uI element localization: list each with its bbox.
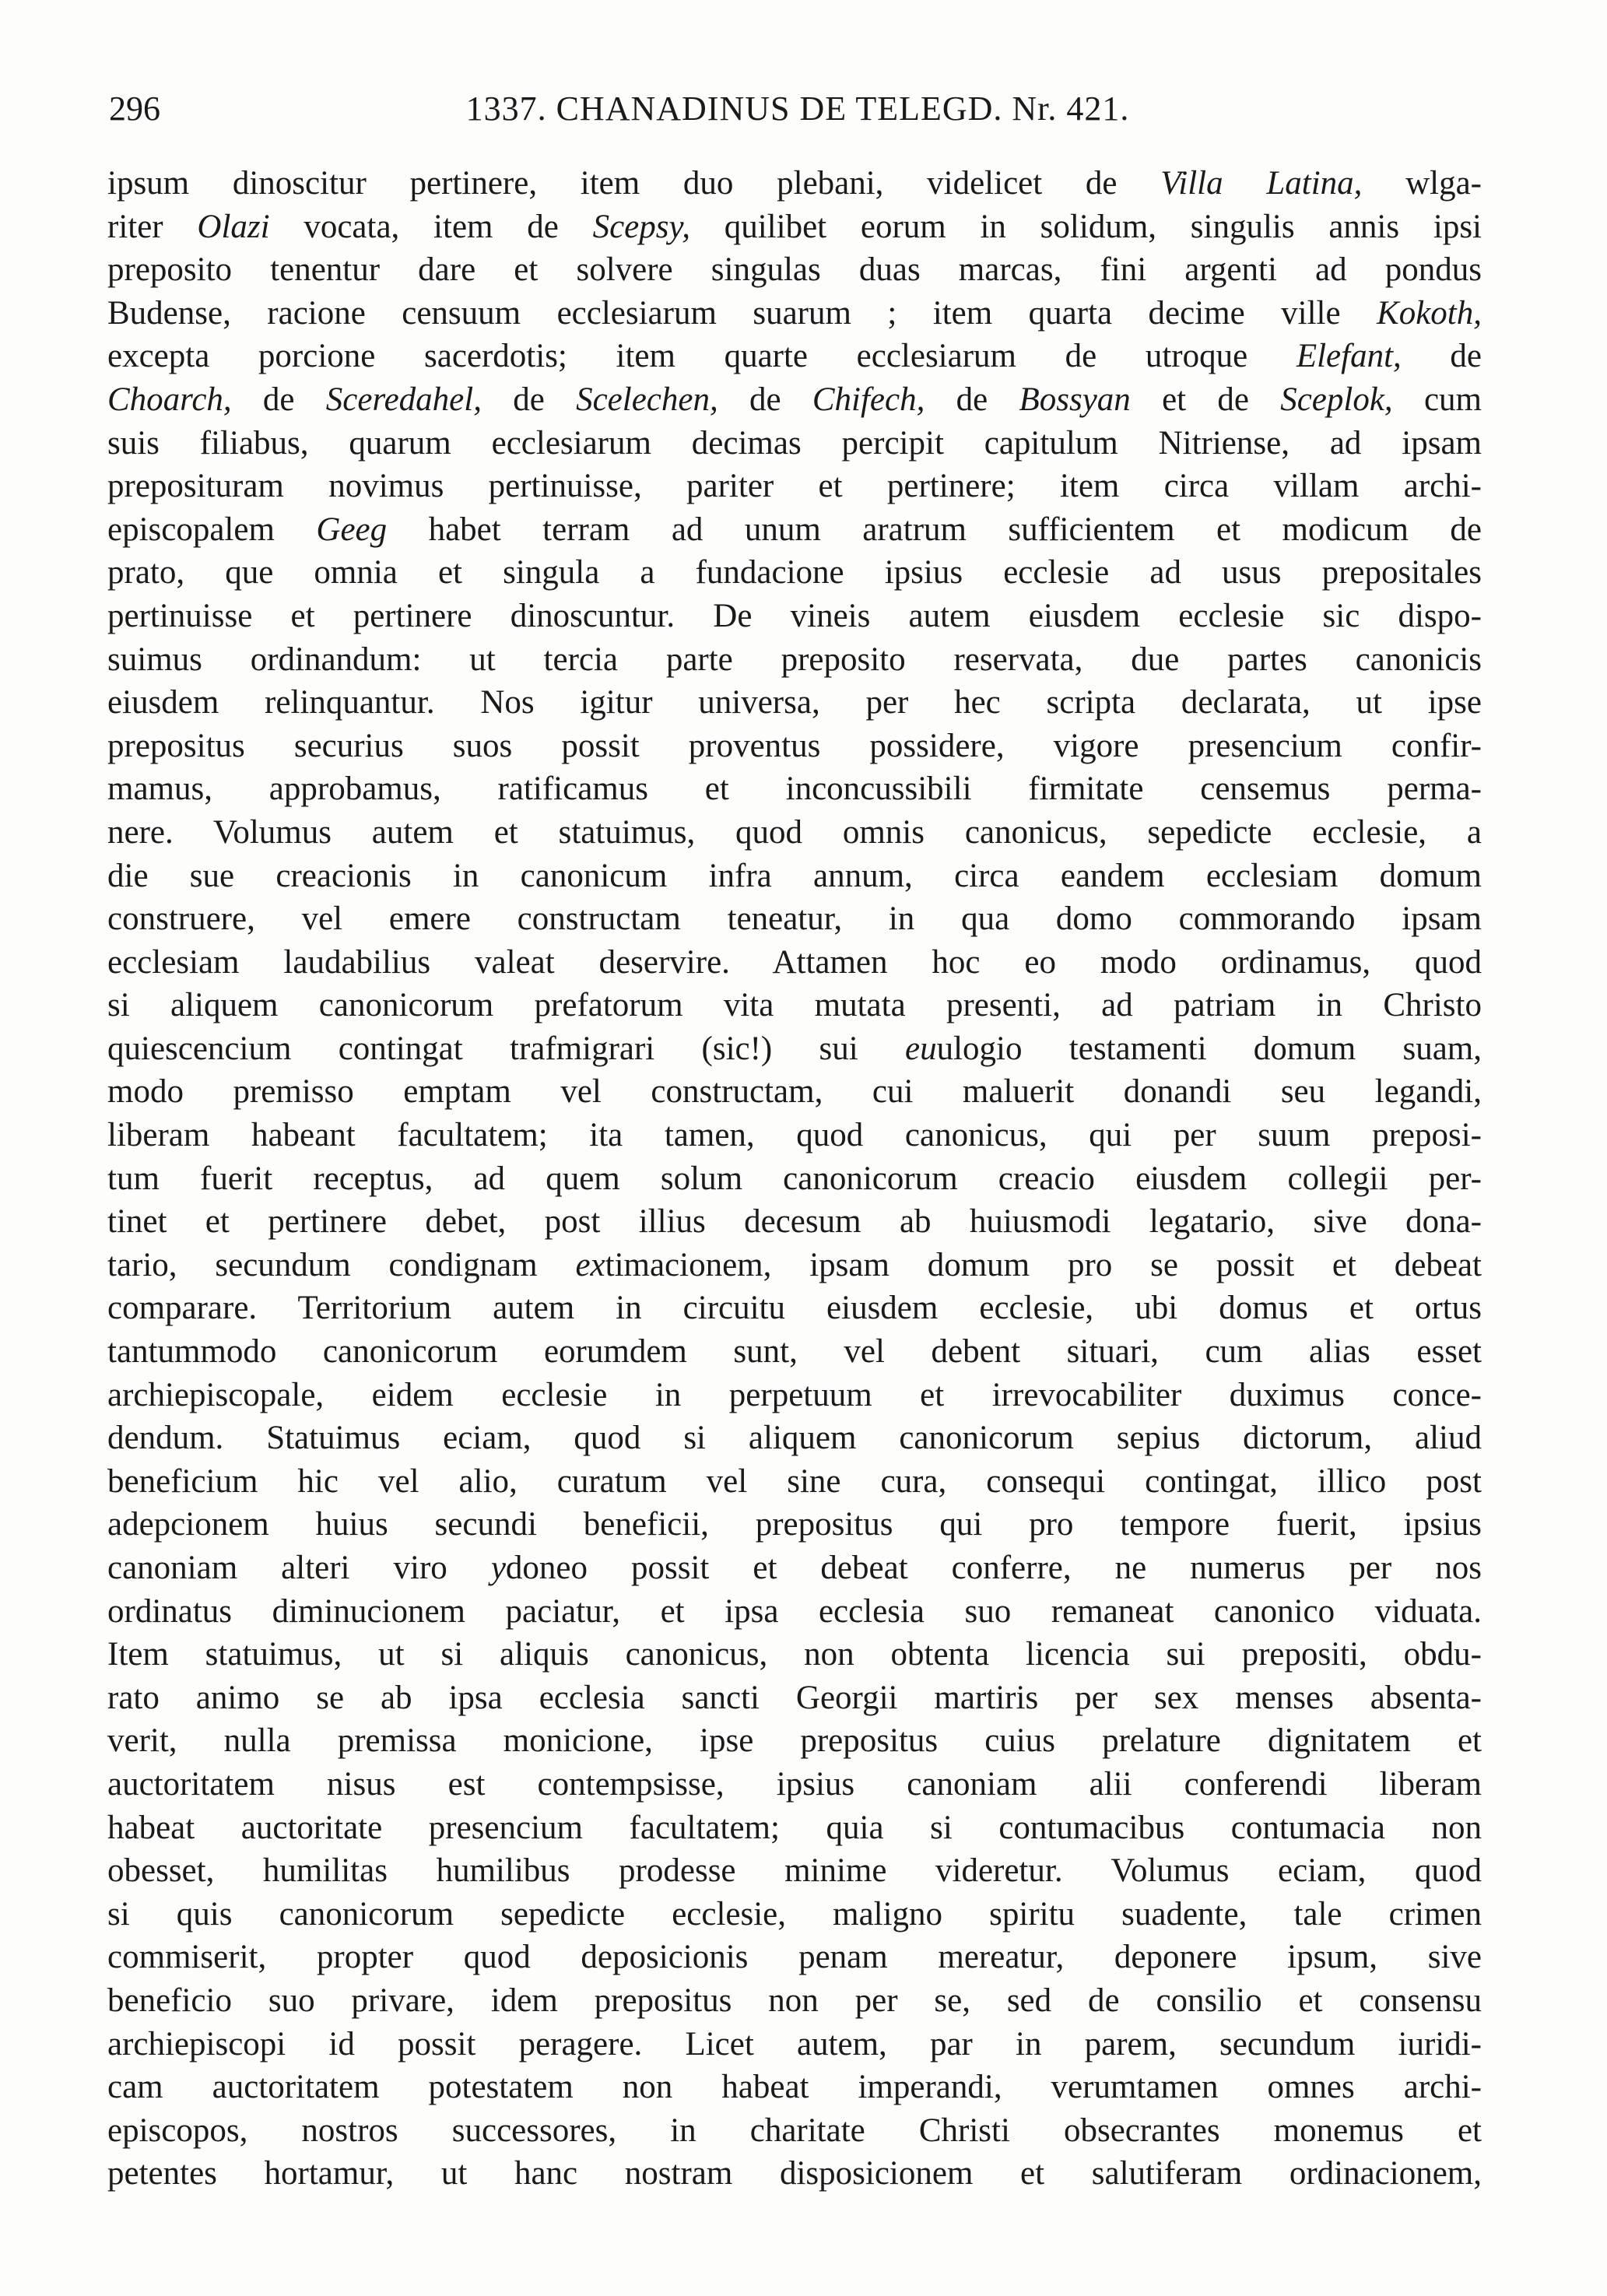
italic-text-segment: Choarch, xyxy=(107,381,232,418)
text-line xyxy=(107,1244,1482,1287)
text-line xyxy=(107,378,1482,422)
text-segment: quilibet eorum in solidum, singulis annis ipsi xyxy=(689,208,1482,245)
text-segment: episcopalem xyxy=(107,511,317,548)
text-line xyxy=(107,725,1482,768)
text-line xyxy=(107,1374,1482,1417)
text-line xyxy=(107,335,1482,378)
text-line xyxy=(107,508,1482,552)
text-line xyxy=(107,595,1482,638)
italic-text-segment: Chifech, xyxy=(812,381,925,418)
text-segment: tum fuerit receptus, ad quem solum canonicorum creacio eiusdem collegii per- xyxy=(107,1160,1482,1197)
running-title: 1337. CHANADINUS DE TELEGD. Nr. 421. xyxy=(465,90,1130,128)
text-line xyxy=(107,1157,1482,1201)
text-segment: de xyxy=(481,381,577,418)
text-segment: comparare. Territorium autem in circuitu eiusdem ecclesie, ubi domus et ortus xyxy=(107,1290,1482,1327)
italic-text-segment: Olazi xyxy=(197,208,270,245)
text-line xyxy=(107,1633,1482,1676)
text-segment: doneo possit et debeat conferre, ne numerus per nos xyxy=(505,1550,1482,1586)
text-line xyxy=(107,292,1482,335)
text-line xyxy=(107,1417,1482,1460)
text-line xyxy=(107,1763,1482,1806)
text-segment: canoniam alteri viro xyxy=(107,1550,491,1586)
italic-text-segment: y xyxy=(490,1550,506,1586)
text-line xyxy=(107,811,1482,855)
text-line xyxy=(107,1849,1482,1893)
text-segment: suis filiabus, quarum ecclesiarum decimas percipit capitulum Nitriense, ad ipsam xyxy=(107,424,1482,462)
text-segment: die sue creacionis in canonicum infra annum, circa eandem ecclesiam domum xyxy=(107,857,1482,894)
running-head xyxy=(109,86,1486,132)
italic-text-segment: Elefant, xyxy=(1296,338,1402,375)
text-line xyxy=(107,162,1482,205)
text-line xyxy=(107,681,1482,725)
text-segment: nere. Volumus autem et statuimus, quod omnis canonicus, sepedicte ecclesie, a xyxy=(107,813,1482,851)
text-segment: construere, vel emere constructam teneatur, in qua domo commorando ipsam xyxy=(107,900,1482,938)
text-segment: Item statuimus, ut si aliquis canonicus, non obtenta licencia sui prepositi, obdu- xyxy=(107,1636,1482,1673)
text-line xyxy=(107,1114,1482,1157)
text-line xyxy=(107,1806,1482,1850)
text-segment: tantummodo canonicorum eorumdem sunt, vel debent situari, cum alias esset xyxy=(107,1333,1482,1371)
text-segment: de xyxy=(718,381,812,418)
text-line xyxy=(107,941,1482,985)
text-line xyxy=(107,1719,1482,1763)
text-line xyxy=(107,1027,1482,1071)
text-segment: dendum. Statuimus eciam, quod si aliquem canonicorum sepius dictorum, aliud xyxy=(107,1420,1482,1457)
text-segment: preposituram novimus pertinuisse, pariter et pertinere; item circa villam archi- xyxy=(107,468,1482,505)
text-segment: commiserit, propter quod deposicionis penam mereatur, deponere ipsum, sive xyxy=(107,1939,1482,1976)
text-line xyxy=(107,1200,1482,1244)
text-line xyxy=(107,422,1482,465)
text-line xyxy=(107,984,1482,1027)
text-segment: episcopos, nostros successores, in charitate Christi obsecrantes monemus et xyxy=(107,2112,1482,2149)
text-segment: archiepiscopi id possit peragere. Licet autem, par in parem, secundum iuridi- xyxy=(107,2025,1482,2063)
text-segment: eiusdem relinquantur. Nos igitur universa, per hec scripta declarata, ut ipse xyxy=(107,684,1482,721)
italic-text-segment: Bossyan xyxy=(1019,381,1131,418)
text-segment: riter xyxy=(107,208,198,245)
italic-text-segment: Kokoth, xyxy=(1377,294,1482,332)
italic-text-segment: Sceredahel, xyxy=(325,381,482,418)
text-segment: ulogio testamenti domum suam, xyxy=(936,1030,1482,1067)
text-line xyxy=(107,897,1482,941)
text-segment: liberam habeant facultatem; ita tamen, quod canonicus, qui per suum preposi- xyxy=(107,1117,1482,1154)
text-segment: cum xyxy=(1392,381,1482,418)
text-segment: archiepiscopale, eidem ecclesie in perpetuum et irrevocabiliter duximus conce- xyxy=(107,1376,1482,1413)
text-segment: preposito tenentur dare et solvere singulas duas marcas, fini argenti ad pondus xyxy=(107,251,1482,289)
text-segment: pertinuisse et pertinere dinoscuntur. De vineis autem eiusdem ecclesie sic dispo- xyxy=(107,597,1482,634)
text-segment: habeat auctoritate presencium facultatem; quia si contumacibus contumacia non xyxy=(107,1809,1482,1846)
text-line xyxy=(107,1936,1482,1979)
text-segment: beneficium hic vel alio, curatum vel sine cura, consequi contingat, illico post xyxy=(107,1462,1482,1500)
text-line xyxy=(107,1893,1482,1936)
text-segment: si quis canonicorum sepedicte ecclesie, maligno spiritu suadente, tale crimen xyxy=(107,1895,1482,1933)
text-segment: de xyxy=(1401,338,1482,375)
text-line xyxy=(107,638,1482,682)
text-segment: ordinatus diminucionem paciatur, et ipsa ecclesia suo remaneat canonico viduata. xyxy=(107,1592,1482,1630)
italic-text-segment: Scepsy, xyxy=(592,208,690,245)
text-line xyxy=(107,1070,1482,1114)
italic-text-segment: Sceplok, xyxy=(1280,381,1393,418)
italic-text-segment: Scelechen, xyxy=(576,381,718,418)
text-line xyxy=(107,1546,1482,1590)
text-line xyxy=(107,1676,1482,1720)
text-segment: excepta porcione sacerdotis; item quarte ecclesiarum de utroque xyxy=(107,338,1296,375)
text-segment: petentes hortamur, ut hanc nostram disposicionem et salutiferam ordinacionem, xyxy=(107,2155,1482,2192)
text-line xyxy=(107,1503,1482,1546)
text-line xyxy=(107,1590,1482,1634)
text-line xyxy=(107,767,1482,811)
text-segment: mamus, approbamus, ratificamus et inconcussibili firmitate censemus perma- xyxy=(107,771,1482,808)
text-line xyxy=(107,1460,1482,1504)
text-segment: tario, secundum condignam xyxy=(107,1246,576,1283)
text-line xyxy=(107,1287,1482,1330)
text-segment: de xyxy=(925,381,1019,418)
italic-text-segment: Geeg xyxy=(316,511,388,548)
text-segment: modo premisso emptam vel constructam, cui maluerit donandi seu legandi, xyxy=(107,1073,1482,1111)
text-segment: de xyxy=(231,381,326,418)
text-segment: timacionem, ipsam domum pro se possit et debeat xyxy=(605,1246,1482,1283)
text-segment: si aliquem canonicorum prefatorum vita mutata presenti, ad patriam in Christo xyxy=(107,987,1482,1024)
text-line xyxy=(107,855,1482,898)
text-line xyxy=(107,465,1482,508)
text-segment: beneficio suo privare, idem prepositus non per se, sed de consilio et consensu xyxy=(107,1982,1482,2019)
text-segment: tinet et pertinere debet, post illius decesum ab huiusmodi legatario, sive dona- xyxy=(107,1203,1482,1241)
text-line xyxy=(107,1330,1482,1374)
text-segment: ipsum dinoscitur pertinere, item duo plebani, videlicet de xyxy=(107,165,1161,202)
text-line xyxy=(107,2023,1482,2066)
text-segment: auctoritatem nisus est contempsisse, ipsius canoniam alii conferendi liberam xyxy=(107,1765,1482,1803)
text-segment: Budense, racione censuum ecclesiarum suarum ; item quarta decime ville xyxy=(107,294,1377,332)
text-segment: prato, que omnia et singula a fundacione ipsius ecclesie ad usus prepositales xyxy=(107,554,1482,592)
italic-text-segment: eu xyxy=(905,1030,937,1067)
text-segment: ecclesiam laudabilius valeat deservire. Attamen hoc eo modo ordinamus, quod xyxy=(107,943,1482,981)
text-segment: vocata, item de xyxy=(269,208,593,245)
text-segment: verit, nulla premissa monicione, ipse prepositus cuius prelature dignitatem et xyxy=(107,1722,1482,1760)
text-line xyxy=(107,2066,1482,2109)
text-segment: adepcionem huius secundi beneficii, prepositus qui pro tempore fuerit, ipsius xyxy=(107,1506,1482,1543)
text-segment: cam auctoritatem potestatem non habeat imperandi, verumtamen omnes archi- xyxy=(107,2069,1482,2106)
text-segment: rato animo se ab ipsa ecclesia sancti Georgii martiris per sex menses absenta- xyxy=(107,1679,1482,1716)
text-segment: prepositus securius suos possit proventus possidere, vigore presencium confir- xyxy=(107,727,1482,764)
text-line xyxy=(107,2109,1482,2153)
text-segment: quiescencium contingat trafmigrari (sic!) sui xyxy=(107,1030,906,1067)
text-segment: obesset, humilitas humilibus prodesse minime videretur. Volumus eciam, quod xyxy=(107,1852,1482,1890)
italic-text-segment: ex xyxy=(575,1246,605,1283)
text-segment: wlga- xyxy=(1362,165,1482,202)
text-line xyxy=(107,205,1482,249)
text-segment: et de xyxy=(1130,381,1281,418)
body-text xyxy=(107,162,1482,2196)
text-segment: habet terram ad unum aratrum sufficientem et modicum de xyxy=(387,511,1482,548)
text-line xyxy=(107,2152,1482,2196)
page-number: 296 xyxy=(109,90,160,128)
text-line xyxy=(107,1979,1482,2023)
text-line xyxy=(107,248,1482,292)
italic-text-segment: Villa Latina, xyxy=(1160,165,1363,202)
text-line xyxy=(107,551,1482,595)
text-segment: suimus ordinandum: ut tercia parte preposito reservata, due partes canonicis xyxy=(107,641,1482,678)
